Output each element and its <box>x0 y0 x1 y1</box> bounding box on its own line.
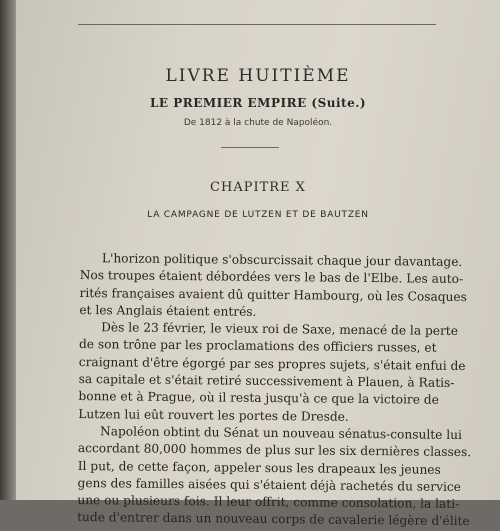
chapter-title: LA CAMPAGNE DE LUTZEN ET DE BAUTZEN <box>147 210 369 220</box>
text-line: une ou plusieurs fois. Il leur offrit, comme consolation, la lati- <box>77 493 460 512</box>
body-text <box>77 250 472 531</box>
text-line: rités françaises avaient dû quitter Hambourg, où les Cosaques <box>79 285 467 304</box>
text-line: gens des familles aisées qui s'étaient déjà rachetés du service <box>77 475 462 494</box>
text-line: L'horizon politique s'obscurcissait chaque jour davantage. <box>101 251 463 270</box>
text-line: Napoléon obtint du Sénat un nouveau sénatus-consulte lui <box>100 424 462 442</box>
chapter-number: CHAPITRE X <box>210 180 306 195</box>
text-line: Dès le 23 février, le vieux roi de Saxe, menacé de la perte <box>101 320 459 339</box>
date-range-caption: De 1812 à la chute de Napoléon. <box>183 118 333 128</box>
top-rule <box>78 24 436 25</box>
text-line: craignant d'être égorgé par ses propres sujets, s'était enfui de <box>78 354 466 373</box>
text-line: Nos troupes étaient débordées vers le bas de l'Elbe. Les auto- <box>79 268 464 287</box>
text-line: de son trône par les proclamations des officiers russes, et <box>78 337 437 356</box>
text-line: tude d'entrer dans un nouveau corps de cavalerie légère d'élite <box>77 510 470 529</box>
text-line: bonne et à Prague, où il resta jusqu'à ce que la victoire de <box>78 389 439 408</box>
empire-subheading: LE PREMIER EMPIRE (Suite.) <box>149 96 367 110</box>
text-line: Il put, de cette façon, appeler sous les drapeaux les jeunes <box>77 458 441 477</box>
section-divider <box>221 147 279 148</box>
text-line: et les Anglais étaient entrés. <box>79 302 257 319</box>
text-line: Lutzen lui eût rouvert les portes de Dresde. <box>78 406 349 424</box>
text-line: accordant 80,000 hommes de plus sur les six dernières classes. <box>77 441 472 460</box>
text-line: sa capitale et s'était retiré successivement à Plauen, à Ratis- <box>78 372 455 391</box>
livre-heading: LIVRE HUITIÈME <box>165 66 351 86</box>
book-page <box>16 0 500 529</box>
